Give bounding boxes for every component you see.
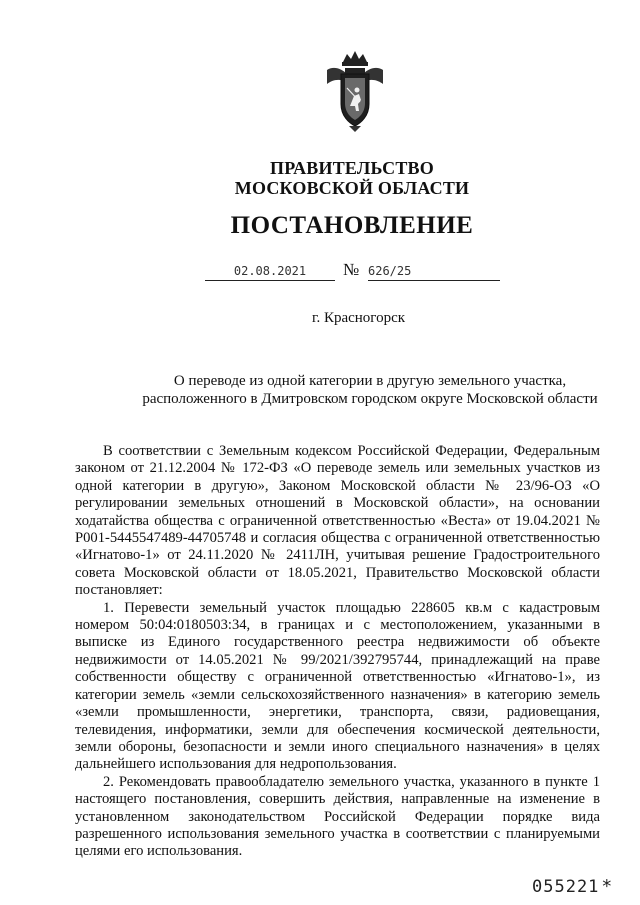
registration-date: 02.08.2021 [205, 262, 335, 281]
coat-of-arms-icon [323, 48, 387, 132]
authority-name-line1: ПРАВИТЕЛЬСТВО [270, 158, 434, 178]
serial-stamp [532, 876, 613, 897]
document-type-title: ПОСТАНОВЛЕНИЕ [230, 212, 474, 239]
star-icon: * [601, 876, 614, 897]
preamble-paragraph: В соответствии с Земельным кодексом Российской Федерации, Федеральным законом от 21.12.2004 № 172-ФЗ «О переводе земель или земельных участков из одной категории в другую», Законом Московской области № 23/96-ОЗ «О регулировании земельных отношений в Московской области», на основании ходатайства общества с ограниченной ответственностью «Веста» от 19.04.2021 № Р001-5445547489-44705748 и согласия общества с ограниченной ответственностью «Игнатово-1» от 24.11.2020 № 2411ЛН, учитывая решение Градостроительного совета Московской области от 18.05.2021, Правительство Московской области постановляет: [75, 443, 600, 599]
clause-1-paragraph: 1. Перевести земельный участок площадью 228605 кв.м с кадастровым номером 50:04:0180503:34, в границах и с местоположением, указанными в выписке из Единого государственного реестра недвижимости об объекте недвижимости от 14.05.2021 № 99/2021/392795744, принадлежащий на праве собственности обществу с ограниченной ответственностью «Игнатово-1», из категории земель «земли сельскохозяйственного назначения» в категорию земель «земли промышленности, энергетики, транспорта, связи, радиовещания, телевидения, информатики, земли для обеспечения космической деятельности, земли обороны, безопасности и земли иного специального назначения» в целях дальнейшего использования для недропользования. [75, 599, 600, 773]
registration-line [0, 262, 640, 284]
number-sign: № [343, 260, 360, 279]
city-of-issue: г. Красногорск [312, 310, 406, 326]
serial-number: 055221 [532, 877, 600, 897]
subject-line2: расположенного в Дмитровском городском округе Московской области [142, 391, 598, 407]
authority-name-line2: МОСКОВСКОЙ ОБЛАСТИ [234, 178, 470, 198]
clause-2-paragraph: 2. Рекомендовать правообладателю земельного участка, указанного в пункте 1 настоящего постановления, совершить действия, направленные на изменение в установленном законодательством Российской Федерации порядке вида разрешенного использования земельного участка в соответствии с планируемыми целями его использования. [75, 773, 600, 860]
subject-line1: О переводе из одной категории в другую земельного участка, [173, 373, 567, 389]
document-subject [90, 372, 640, 408]
registration-number: 626/25 [368, 262, 500, 281]
document-body [75, 443, 600, 861]
